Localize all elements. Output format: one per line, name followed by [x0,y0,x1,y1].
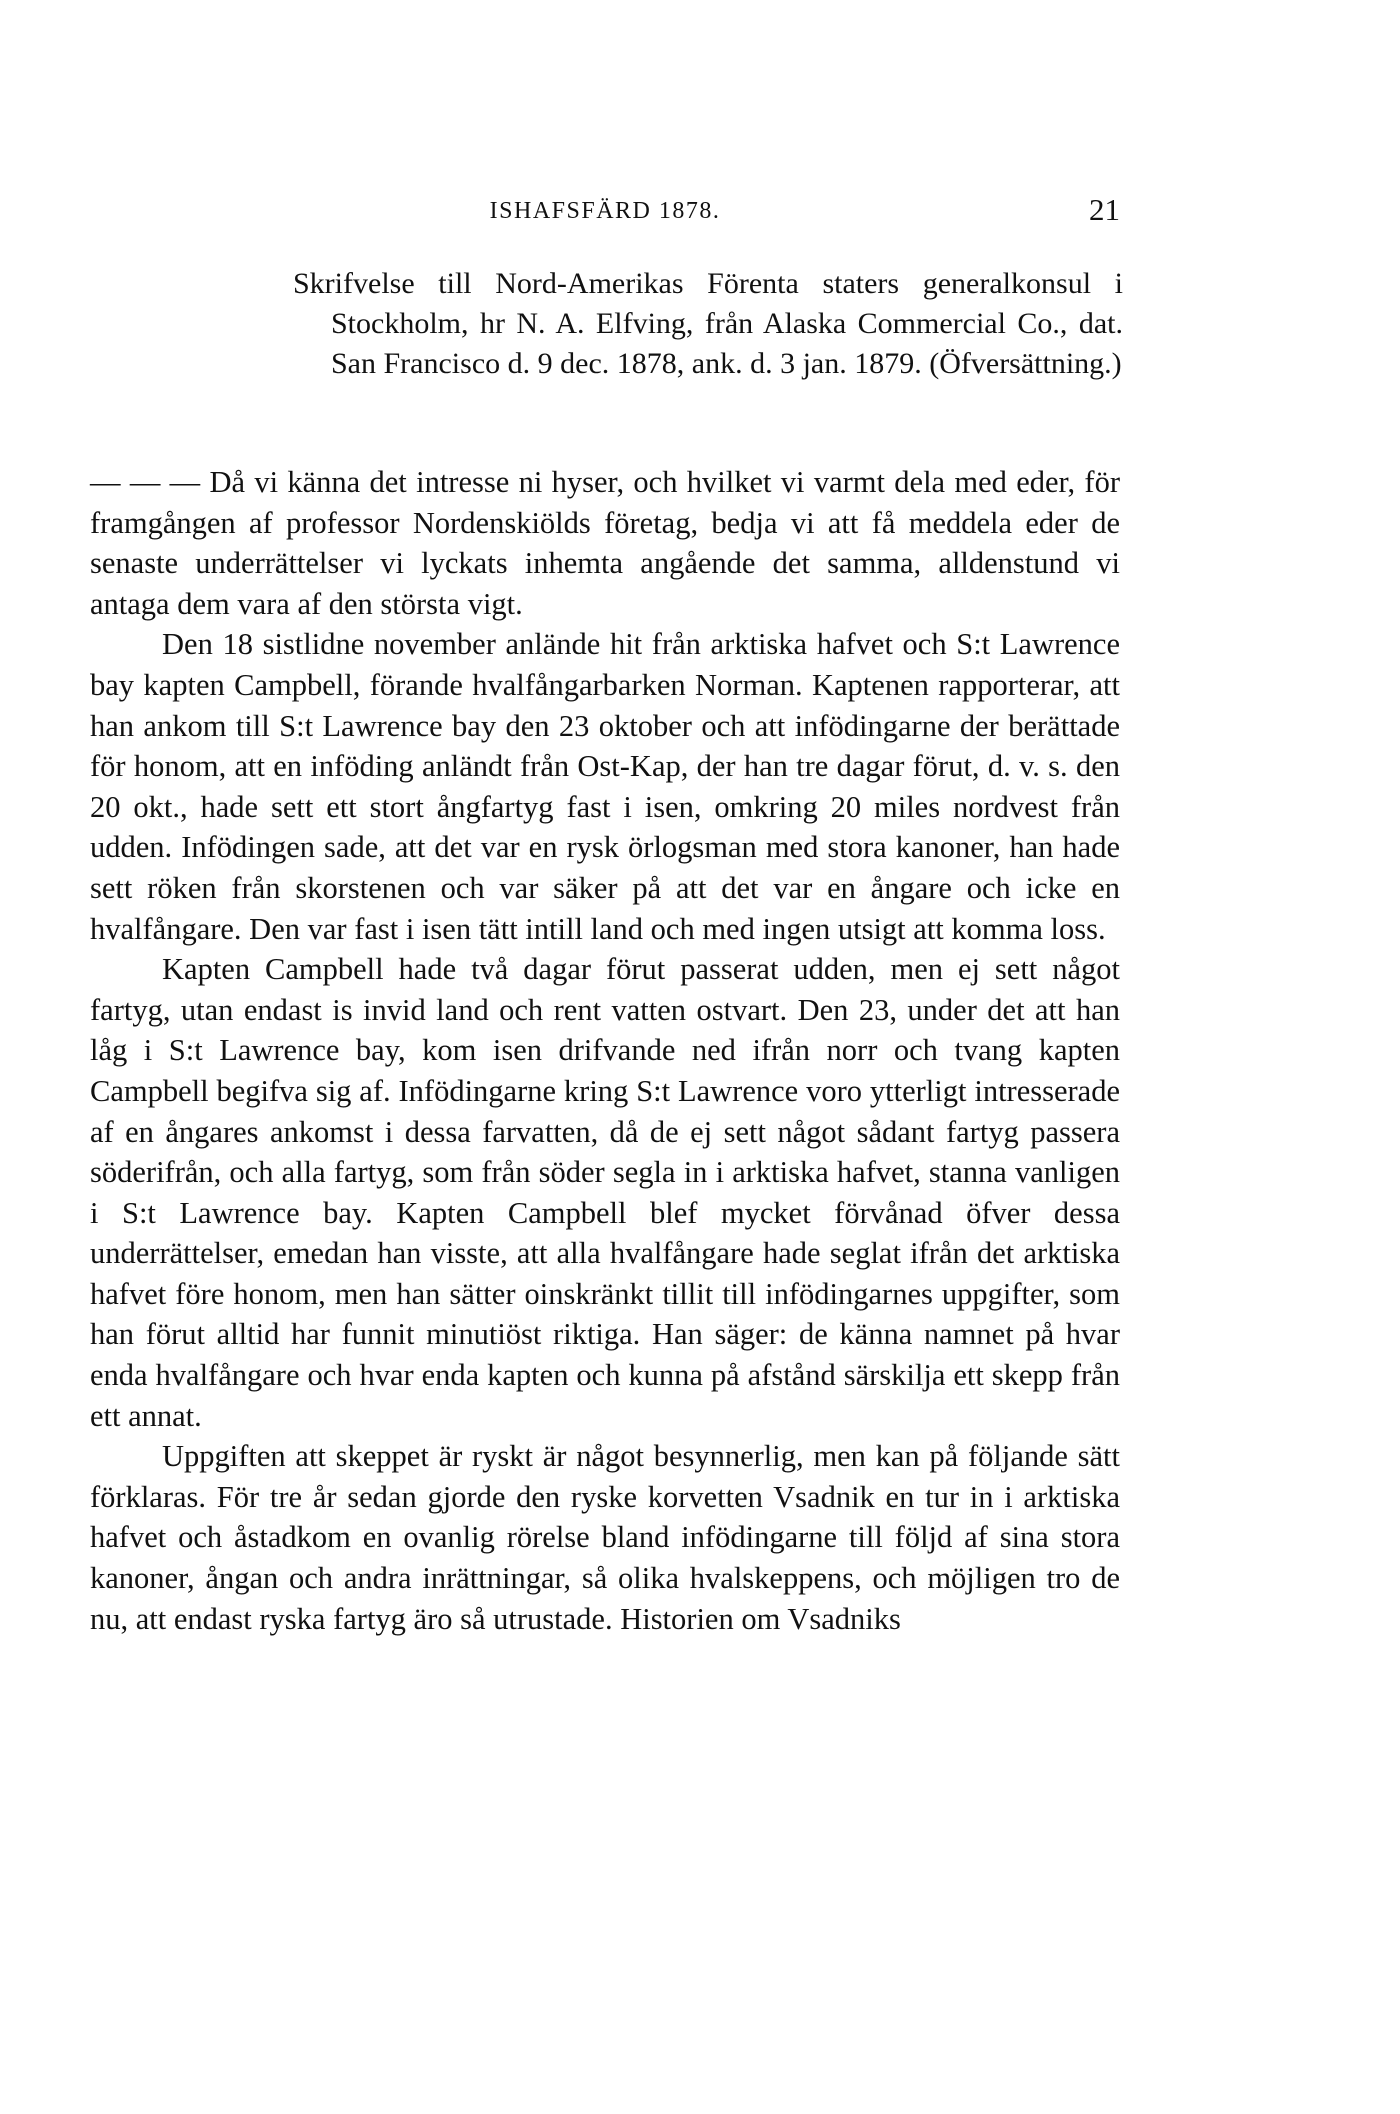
body-text [90,462,1120,1639]
paragraph-1: — — — Då vi känna det intresse ni hyser, och hvilket vi varmt dela med eder, för framgången af professor Nordenskiölds företag, bedja vi att få meddela eder de senaste underrättelser vi lyckats inhemta angående det samma, alldenstund vi antaga dem vara af den största vigt. [90,465,1120,621]
paragraph-3: Kapten Campbell hade två dagar förut passerat udden, men ej sett något fartyg, utan endast is invid land och rent vatten ostvart. Den 23, under det att han låg i S:t Lawrence bay, kom isen drifvande ned ifrån norr och tvang kapten Campbell begifva sig af. Infödingarne kring S:t Lawrence voro ytterligt intresserade af en ångares ankomst i dessa farvatten, då de ej sett något sådant fartyg passera söderifrån, och alla fartyg, som från söder segla in i arktiska hafvet, stanna vanligen i S:t Lawrence bay. Kapten Campbell blef mycket förvånad öfver dessa underrättelser, emedan han visste, att alla hvalfångare hade seglat ifrån det arktiska hafvet före honom, men han sätter oinskränkt tillit till infödingarnes uppgifter, som han förut alltid har funnit minutiöst riktiga. Han säger: de känna namnet på hvar enda hvalfångare och hvar enda kapten och kunna på afstånd särskilja ett skepp från ett annat. [90,952,1120,1433]
paragraph-4: Uppgiften att skeppet är ryskt är något besynnerlig, men kan på följande sätt förklaras. För tre år sedan gjorde den ryske korvetten Vsadnik en tur in i arktiska hafvet och åstadkom en ovanlig rörelse bland infödingarne till följd af sina stora kanoner, ångan och andra inrättningar, så olika hvalskeppens, och möjligen tro de nu, att endast ryska fartyg äro så utrustade. Historien om Vsadniks [90,1439,1120,1636]
paragraph-2: Den 18 sistlidne november anlände hit från arktiska hafvet och S:t Lawrence bay kapten Campbell, förande hvalfångarbarken Norman. Kaptenen rapporterar, att han ankom till S:t Lawrence bay den 23 oktober och att infödingarne der berättade för honom, att en inföding anländt från Ost-Kap, der han tre dagar förut, d. v. s. den 20 okt., hade sett ett stort ångfartyg fast i isen, omkring 20 miles nordvest från udden. Infödingen sade, att det var en rysk örlogsman med stora kanoner, han hade sett röken från skorstenen och var säker på att det var en ångare och icke en hvalfångare. Den var fast i isen tätt intill land och med ingen utsigt att komma loss. [90,627,1120,946]
letter-heading: Skrifvelse till Nord-Amerikas Förenta staters generalkonsul i Stockholm, hr N. A. Elfving, från Alaska Commercial Co., dat. San Francisco d. 9 dec. 1878, ank. d. 3 jan. 1879. (Öfversättning.) [293,267,1123,380]
page-number: 21 [1089,192,1120,227]
running-title: ISHAFSFÄRD 1878. [489,198,721,224]
running-head [90,192,1120,232]
